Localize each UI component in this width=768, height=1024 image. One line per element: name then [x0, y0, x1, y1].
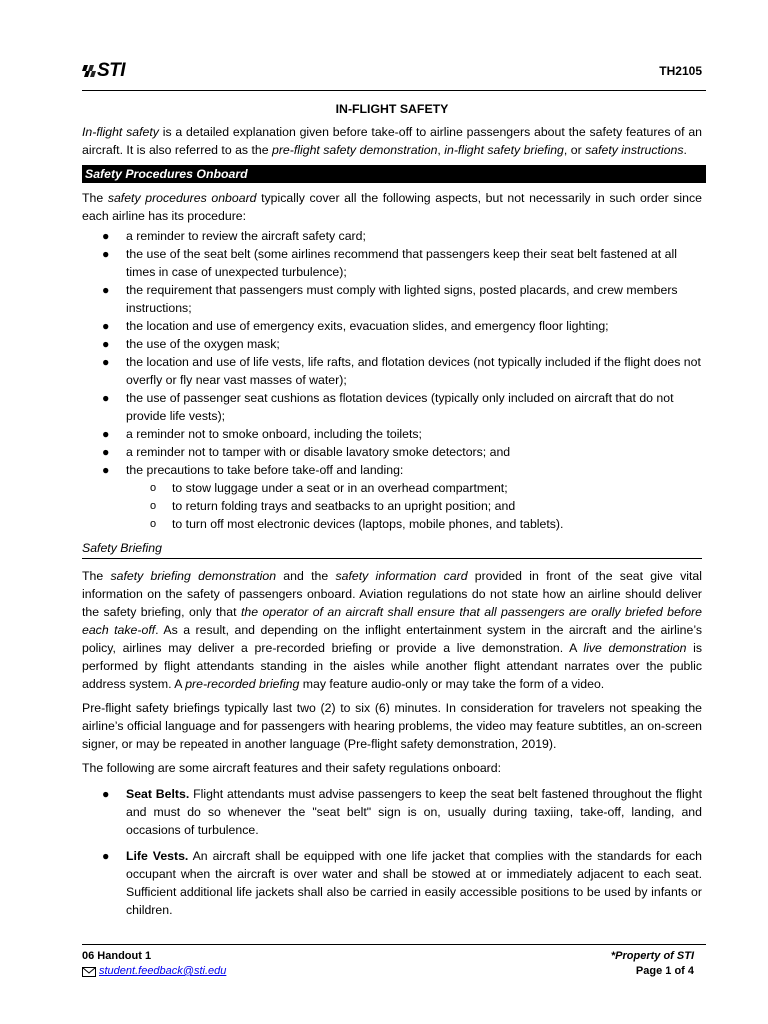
course-code: TH2105 — [659, 64, 702, 78]
handout-label: 06 Handout 1 — [82, 950, 152, 962]
text: , or — [563, 143, 586, 157]
list-item — [82, 443, 702, 461]
sub-list-item — [82, 479, 702, 497]
text: may feature audio-only or may take the form of a video. — [299, 677, 605, 691]
feature-item — [82, 847, 702, 919]
list-item-text: a reminder not to tamper with or disable lavatory smoke detectors; and — [126, 445, 511, 459]
term: safety information card — [335, 569, 468, 583]
features-list — [82, 785, 702, 919]
text: typically cover all the following aspects, but not necessarily in such order since each airline has its procedure: — [82, 191, 702, 223]
bullet-icon: ● — [102, 849, 110, 863]
list-item-text: a reminder not to smoke onboard, including the toilets; — [126, 427, 422, 441]
list-item — [82, 425, 702, 443]
term: safety briefing demonstration — [110, 569, 277, 583]
list-item — [82, 281, 702, 317]
sti-logo — [82, 60, 125, 82]
feature-term: Seat Belts. — [126, 787, 190, 801]
circle-bullet-icon: o — [150, 482, 157, 494]
bullet-icon: ● — [102, 337, 110, 351]
page-title: IN-FLIGHT SAFETY — [335, 102, 449, 116]
page-footer — [82, 944, 706, 977]
feature-text: Flight attendants must advise passengers to keep the seat belt fastened throughout the flight and must do so whenever the "seat belt" sign is on, usually during taxiing, take-off, landing, and occasions of turbulence. — [126, 787, 702, 837]
sub-list-item-text: to stow luggage under a seat or in an overhead compartment; — [172, 481, 508, 495]
bullet-icon: ● — [102, 427, 110, 441]
text: . As a result, and depending on the inflight entertainment system in the aircraft and the airline’s policy, airlines may deliver a pre-recorded briefing or provide a live demonstration. A — [82, 623, 702, 655]
section-heading-procedures: Safety Procedures Onboard — [82, 165, 706, 183]
mail-icon — [82, 967, 96, 977]
bullet-icon: ● — [102, 391, 110, 405]
page-header — [82, 58, 706, 91]
briefing-paragraph-3: The following are some aircraft features and their safety regulations onboard: — [82, 761, 502, 775]
logo-text: STI — [97, 60, 126, 81]
term: pre-recorded briefing — [185, 677, 300, 691]
bullet-icon: ● — [102, 229, 110, 243]
list-item — [82, 245, 702, 281]
text: , — [437, 143, 445, 157]
term: the operator of an aircraft shall ensure that all passengers are orally briefed before each take-off — [82, 605, 702, 637]
precautions-sublist — [126, 479, 702, 533]
bullet-icon: ● — [102, 283, 110, 297]
term: live demonstration — [583, 641, 687, 655]
procedures-list — [82, 227, 702, 533]
circle-bullet-icon: o — [150, 500, 157, 512]
sub-list-item — [82, 515, 702, 533]
term: In-flight safety — [82, 125, 159, 139]
list-item — [82, 353, 702, 389]
bullet-icon: ● — [102, 787, 110, 801]
bullet-icon: ● — [102, 247, 110, 261]
email-line — [82, 964, 226, 979]
list-item-text: the use of the seat belt (some airlines recommend that passengers keep their seat belt fastened at all times in case of unexpected turbulence); — [126, 247, 677, 279]
list-item — [82, 317, 702, 335]
list-item-text: the use of the oxygen mask; — [126, 337, 280, 351]
term: safety procedures onboard — [107, 191, 257, 205]
procedures-lead — [82, 189, 702, 225]
sub-list-item-text: to return folding trays and seatbacks to an upright position; and — [172, 499, 516, 513]
list-item — [82, 227, 702, 245]
sub-list-item — [82, 497, 702, 515]
bullet-icon: ● — [102, 463, 110, 477]
property-label: *Property of STI — [610, 950, 694, 962]
bullet-icon: ● — [102, 445, 110, 459]
feedback-email-link[interactable]: student.feedback@sti.edu — [99, 965, 227, 977]
text: is performed by flight attendants standing in the aisles while another flight attendant narrates over the public address system. A — [82, 641, 702, 691]
list-item — [82, 389, 702, 425]
text: is a detailed explanation given before take-off to airline passengers about the safety features of an aircraft. It is also referred to as the — [82, 125, 702, 157]
feature-text: An aircraft shall be equipped with one life jacket that complies with the standards for each occupant when the aircraft is over water and shall be stowed at or immediately adjacent to each seat. Sufficient additional life jackets shall also be carried in easily accessible positions to be used by infants or children. — [126, 849, 702, 917]
footer-right — [611, 949, 694, 979]
list-item-text: a reminder to review the aircraft safety card; — [126, 229, 366, 243]
feature-term: Life Vests. — [126, 849, 189, 863]
text: The — [82, 191, 108, 205]
text: provided in front of the seat give vital information on the safety of passengers onboard. Aviation regulations do not state how an airline should deliver the safety briefing, only that — [82, 569, 702, 619]
text: The — [82, 569, 111, 583]
briefing-paragraph-1 — [82, 567, 702, 693]
footer-left — [82, 949, 226, 979]
briefing-paragraph-2: Pre-flight safety briefings typically last two (2) to six (6) minutes. In consideration for travelers not speaking the airline’s official language and for passengers with hearing problems, the video may feature subtitles, an on-screen signer, or may be repeated in another language (Pre-flight safety demonstration, 2019). — [82, 701, 702, 751]
section-heading-briefing: Safety Briefing — [82, 539, 702, 559]
list-item-text: the location and use of emergency exits, evacuation slides, and emergency floor lighting; — [126, 319, 609, 333]
list-item-text: the location and use of life vests, life rafts, and flotation devices (not typically included if the flight does not overfly or fly near vast masses of water); — [126, 355, 701, 387]
sti-logo-icon — [82, 63, 96, 79]
page-number: Page 1 of 4 — [635, 965, 694, 977]
list-item — [82, 461, 702, 533]
term: pre-flight safety demonstration — [272, 143, 438, 157]
list-item — [82, 335, 702, 353]
term: in-flight safety briefing — [444, 143, 564, 157]
text: . — [683, 143, 687, 157]
circle-bullet-icon: o — [150, 518, 157, 530]
list-item-text: the use of passenger seat cushions as flotation devices (typically only included on aircraft that do not provide life vests); — [126, 391, 674, 423]
bullet-icon: ● — [102, 355, 110, 369]
sub-list-item-text: to turn off most electronic devices (laptops, mobile phones, and tablets). — [172, 517, 564, 531]
term: safety instructions — [585, 143, 684, 157]
list-item-text: the requirement that passengers must comply with lighted signs, posted placards, and crew members instructions; — [126, 283, 678, 315]
feature-item — [82, 785, 702, 839]
intro-paragraph — [82, 123, 702, 159]
main-content — [82, 100, 702, 927]
bullet-icon: ● — [102, 319, 110, 333]
list-item-text: the precautions to take before take-off and landing: — [126, 463, 404, 477]
text: and the — [276, 569, 336, 583]
